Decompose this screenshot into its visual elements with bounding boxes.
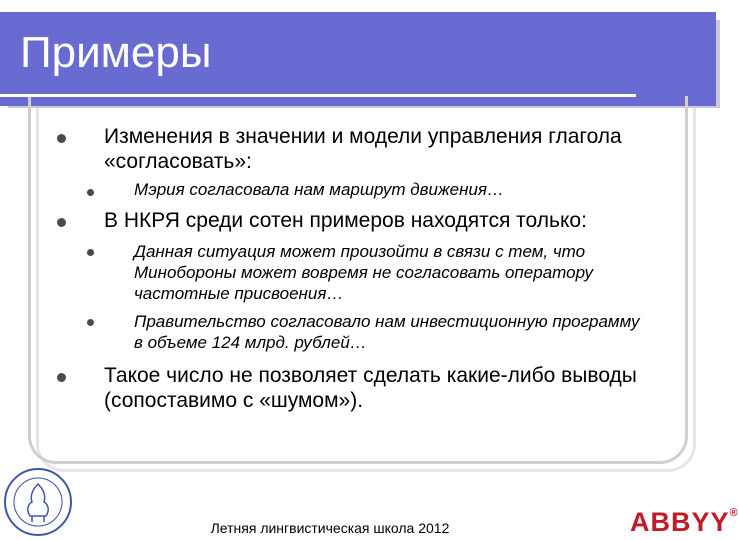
- bullet-text-level1: Такое число не позволяет сделать какие-либо выводы (сопоставимо с «шумом»).: [104, 364, 637, 412]
- registered-mark: ®: [729, 507, 739, 519]
- sub-bullet-icon: [87, 319, 94, 326]
- bullet-text-level2: Данная ситуация может произойти в связи с тем, что Минобороны может вовремя не согласовать оператору частотные присвоения…: [134, 242, 593, 303]
- bullet-text-level1: В НКРЯ среди сотен примеров находятся только:: [104, 209, 587, 232]
- university-seal-logo: [2, 466, 74, 538]
- sub-bullet-icon: [87, 249, 94, 256]
- sub-bullet-icon: [87, 189, 94, 196]
- bullet-text-level2: Правительство согласовало нам инвестиционную программу в объеме 124 млрд. рублей…: [134, 312, 640, 352]
- abbyy-logo: [630, 507, 739, 538]
- abbyy-logo-text: ABBYY: [630, 507, 730, 537]
- bullet-text-level1: Изменения в значении и модели управления глагола «согласовать»:: [104, 125, 622, 173]
- bullet-icon: [57, 218, 66, 227]
- footer-text: Летняя лингвистическая школа 2012: [210, 520, 450, 536]
- bullet-icon: [57, 373, 66, 382]
- bullet-icon: [57, 134, 66, 143]
- slide-title: Примеры: [20, 28, 212, 77]
- bullet-text-level2: Мэрия согласовала нам маршрут движения…: [134, 180, 504, 199]
